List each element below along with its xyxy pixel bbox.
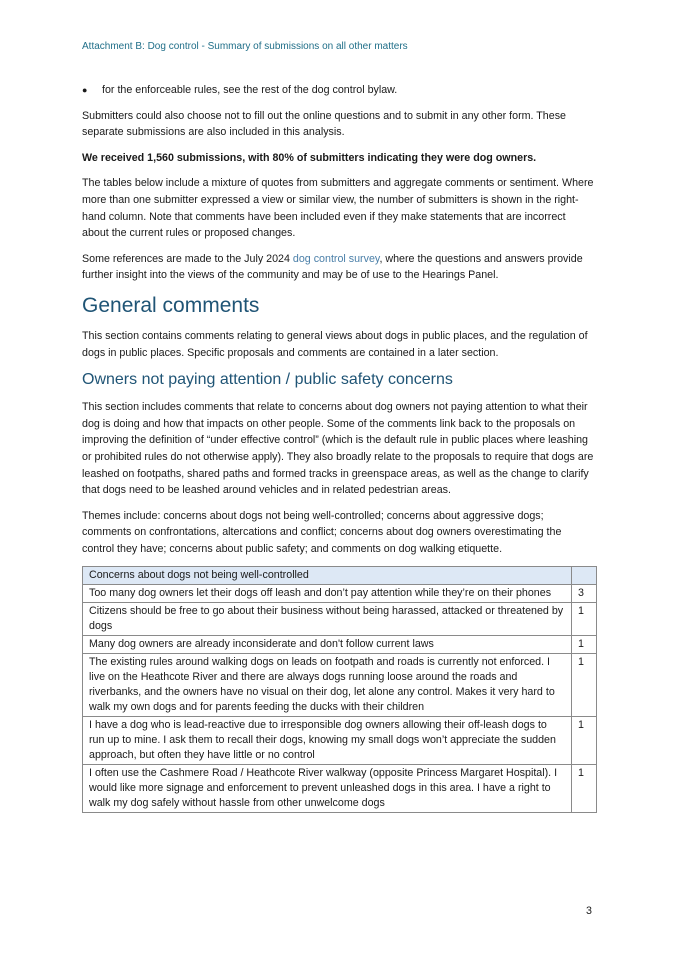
comment-cell: I often use the Cashmere Road / Heathcote River walkway (opposite Princess Margaret Hospital). I would like more signage and enforcement to prevent unleashed dogs in this area. I have a right to walk my dog safely without hassle from other unwelcome dogs xyxy=(83,765,572,813)
submissions-summary: We received 1,560 submissions, with 80% of submitters indicating they were dog owners. xyxy=(82,151,537,164)
count-cell: 1 xyxy=(572,654,597,717)
comment-cell: Many dog owners are already inconsiderate and don't follow current laws xyxy=(83,636,572,654)
owners-paragraph: This section includes comments that relate to concerns about dog owners not paying attention to what their dog is doing and how that impacts on other people. Some of the comments link back to the proposals on improving the definition of “under effective control” (which is the default rule in public places where leashing or prohibited rules do not otherwise apply). They also broadly relate to the proposals to require that dogs are leashed on footpaths, shared paths and formed tracks in greenspace areas, as well as the change to clarify that dogs need to be leashed around vehicles and in related pedestrian areas. xyxy=(82,401,594,497)
page-content xyxy=(82,82,594,813)
general-comments-heading: General comments xyxy=(82,293,260,317)
themes-paragraph: Themes include: concerns about dogs not being well-controlled; concerns about aggressive dogs; comments on confrontations, altercations and conflict; concerns about dog owners overestimating the control they have; concerns about public safety; and comments on dog walking etiquette. xyxy=(82,509,562,555)
table-header-row xyxy=(83,567,597,585)
survey-text-after: , where the questions and answers provide further insight into the views of the community and may be of use to the Hearings Panel. xyxy=(82,252,583,282)
comment-cell: The existing rules around walking dogs on leads on footpath and roads is currently not enforced. I live on the Heathcote River and there are always dogs running loose around the roads and riverbanks, and the owners have no visual on their dog, let alone any control. Makes it very hard to walk my own dogs and for parents feeding the ducks with their children xyxy=(83,654,572,717)
count-cell: 1 xyxy=(572,765,597,813)
table-row xyxy=(83,603,597,636)
count-cell: 1 xyxy=(572,717,597,765)
comment-cell: Too many dog owners let their dogs off leash and don’t pay attention while they’re on their phones xyxy=(83,585,572,603)
bullet-text: for the enforceable rules, see the rest of the dog control bylaw. xyxy=(102,84,398,96)
count-cell: 3 xyxy=(572,585,597,603)
comments-table xyxy=(82,566,597,813)
table-row xyxy=(83,765,597,813)
running-header: Attachment B: Dog control - Summary of submissions on all other matters xyxy=(82,41,408,52)
comment-cell: Citizens should be free to go about their business without being harassed, attacked or threatened by dogs xyxy=(83,603,572,636)
dog-control-survey-link[interactable]: dog control survey xyxy=(292,252,380,265)
survey-text-before: Some references are made to the July 2024 xyxy=(82,252,293,265)
intro-paragraph: Submitters could also choose not to fill out the online questions and to submit in any other form. These separate submissions are also included in this analysis. xyxy=(82,109,566,139)
page-number: 3 xyxy=(586,905,592,917)
table-header-cell: Concerns about dogs not being well-controlled xyxy=(83,567,572,585)
table-row xyxy=(83,585,597,603)
table-row xyxy=(83,717,597,765)
table-row xyxy=(83,636,597,654)
comment-cell: I have a dog who is lead-reactive due to irresponsible dog owners allowing their off-leash dogs to run up to mine. I ask them to recall their dogs, knowing my small dogs won’t appreciate the sudden approach, but often they have little or no control xyxy=(83,717,572,765)
bullet-item xyxy=(82,82,594,99)
survey-reference-paragraph xyxy=(82,251,594,284)
tables-explanation: The tables below include a mixture of quotes from submitters and aggregate comments or sentiment. Where more than one submitter expressed a view or similar view, the number of submitters is shown in the right-hand column. Note that comments have been included even if they make statements that are incorrect about the current rules or proposed changes. xyxy=(82,177,594,240)
table-header-count-cell xyxy=(572,567,597,585)
general-comments-paragraph: This section contains comments relating to general views about dogs in public places, and the regulation of dogs in public places. Specific proposals and comments are contained in a later section. xyxy=(82,329,588,359)
owners-section-heading: Owners not paying attention / public safety concerns xyxy=(82,371,453,389)
table-row xyxy=(83,654,597,717)
bullet-icon: ● xyxy=(82,85,88,95)
count-cell: 1 xyxy=(572,603,597,636)
count-cell: 1 xyxy=(572,636,597,654)
